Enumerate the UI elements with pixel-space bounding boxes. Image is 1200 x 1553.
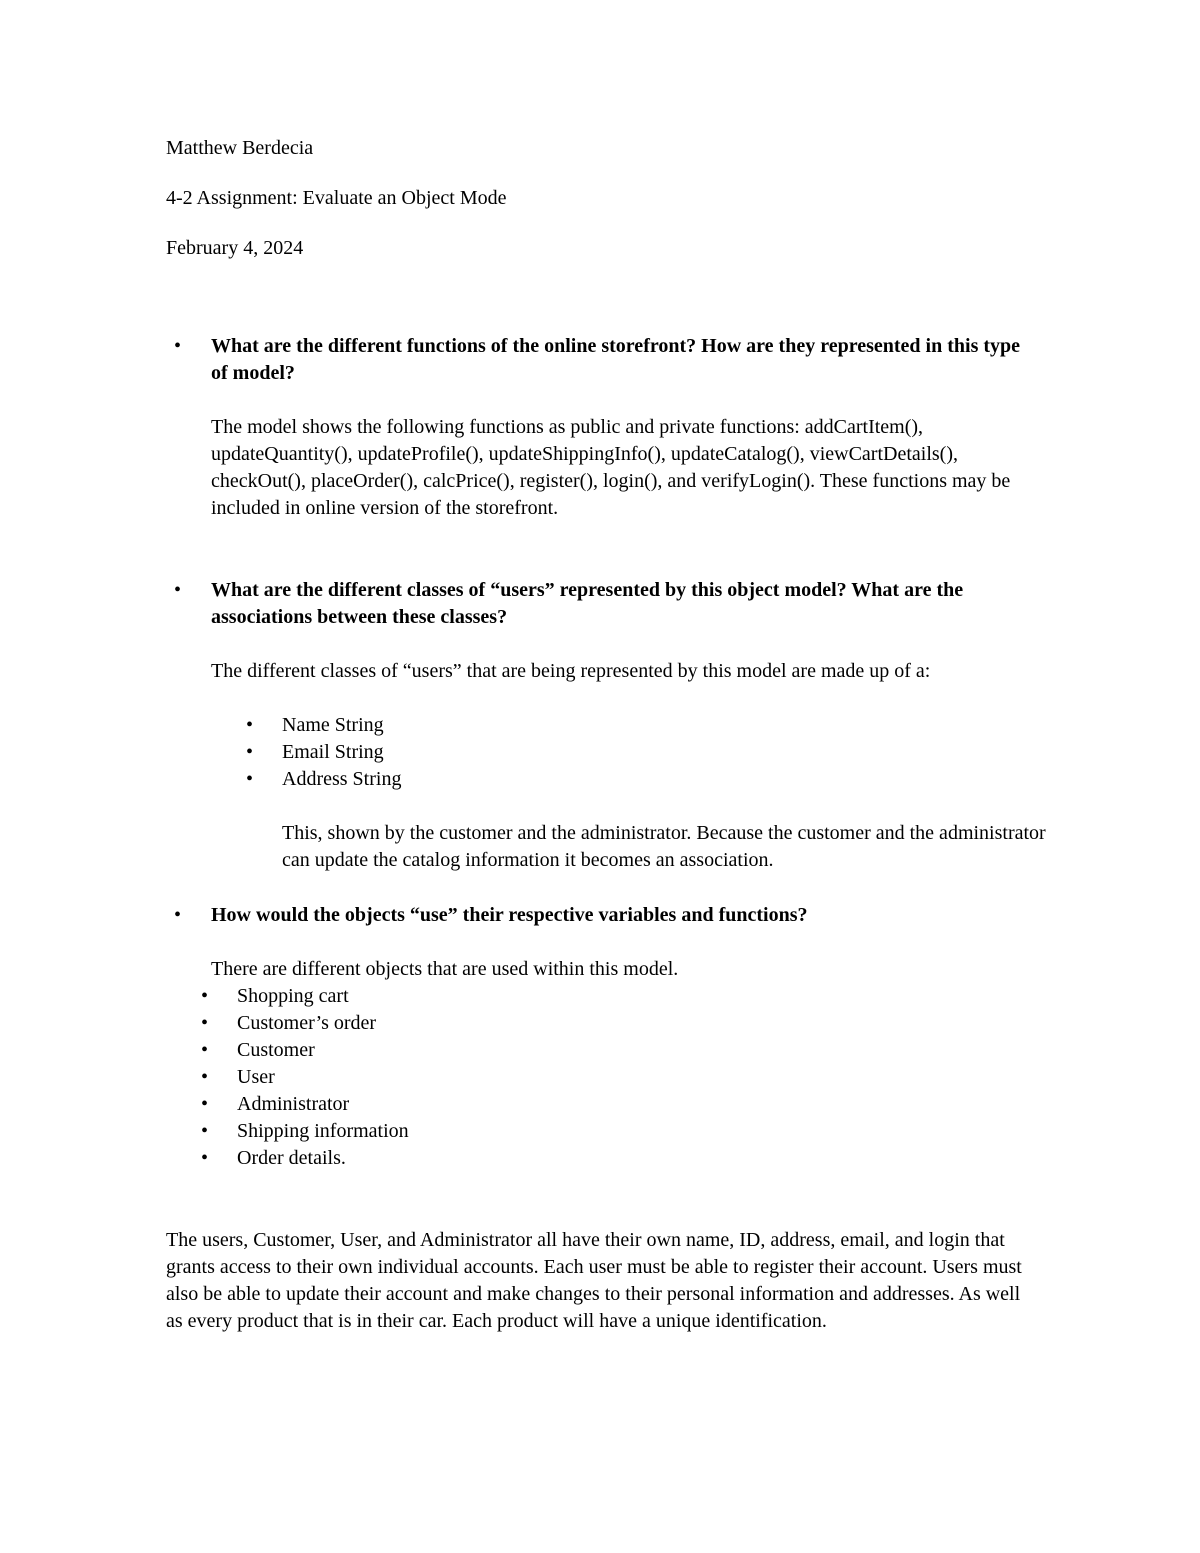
list-item-text: Customer xyxy=(237,1039,315,1061)
list-item xyxy=(201,983,409,1010)
list-item-text: Address String xyxy=(282,768,402,790)
user-attribute-list xyxy=(246,712,401,793)
bullet-icon: • xyxy=(201,1147,209,1169)
answer-3-text: There are different objects that are used within this model. xyxy=(211,958,679,980)
bullet-icon: • xyxy=(174,579,182,601)
bullet-icon: • xyxy=(201,1066,209,1088)
list-item-text: User xyxy=(237,1066,275,1088)
question-3-text: How would the objects “use” their respective variables and functions? xyxy=(211,904,808,926)
author-name: Matthew Berdecia xyxy=(166,137,314,159)
list-item xyxy=(201,1037,409,1064)
bullet-icon: • xyxy=(174,904,182,926)
list-item xyxy=(246,712,401,739)
answer-2-text: The different classes of “users” that are being represented by this model are made up of a: xyxy=(211,660,931,682)
bullet-icon: • xyxy=(201,1093,209,1115)
bullet-icon: • xyxy=(246,714,254,736)
list-item xyxy=(246,739,401,766)
list-item xyxy=(201,1091,409,1118)
bullet-icon: • xyxy=(174,335,182,357)
list-item-text: Shipping information xyxy=(237,1120,409,1142)
list-item xyxy=(201,1145,409,1172)
list-item-text: Order details. xyxy=(237,1147,346,1169)
assignment-title: 4-2 Assignment: Evaluate an Object Mode xyxy=(166,187,507,209)
bullet-icon: • xyxy=(201,1012,209,1034)
question-2-text: What are the different classes of “users” represented by this object model? What are the associations between these classes? xyxy=(211,579,964,628)
list-item xyxy=(201,1010,409,1037)
bullet-icon: • xyxy=(201,1120,209,1142)
list-item-text: Email String xyxy=(282,741,384,763)
bullet-icon: • xyxy=(246,768,254,790)
conclusion-paragraph: The users, Customer, User, and Administrator all have their own name, ID, address, email, and login that grants access to their own individual accounts. Each user must be able to register their account. Users must also be able to update their account and make changes to their personal information and addresses. As well as every product that is in their car. Each product will have a unique identification. xyxy=(166,1229,1022,1332)
list-item-text: Shopping cart xyxy=(237,985,349,1007)
list-item xyxy=(201,1118,409,1145)
answer-2-followup: This, shown by the customer and the administrator. Because the customer and the administrator can update the catalog information it becomes an association. xyxy=(282,822,1046,871)
list-item-text: Name String xyxy=(282,714,384,736)
bullet-icon: • xyxy=(246,741,254,763)
list-item-text: Administrator xyxy=(237,1093,350,1115)
list-item-text: Customer’s order xyxy=(237,1012,377,1034)
question-1-text: What are the different functions of the online storefront? How are they represented in this type of model? xyxy=(211,335,1021,384)
object-list xyxy=(201,983,409,1172)
document-date: February 4, 2024 xyxy=(166,237,304,259)
list-item xyxy=(201,1064,409,1091)
bullet-icon: • xyxy=(201,1039,209,1061)
answer-1-text: The model shows the following functions as public and private functions: addCartItem(), updateQuantity(), updateProfile(), updateShippingInfo(), updateCatalog(), viewCartDetails(), checkOut(), placeOrder(), calcPrice(), register(), login(), and verifyLogin(). These functions may be included in online version of the storefront. xyxy=(211,416,1011,519)
list-item xyxy=(246,766,401,793)
bullet-icon: • xyxy=(201,985,209,1007)
